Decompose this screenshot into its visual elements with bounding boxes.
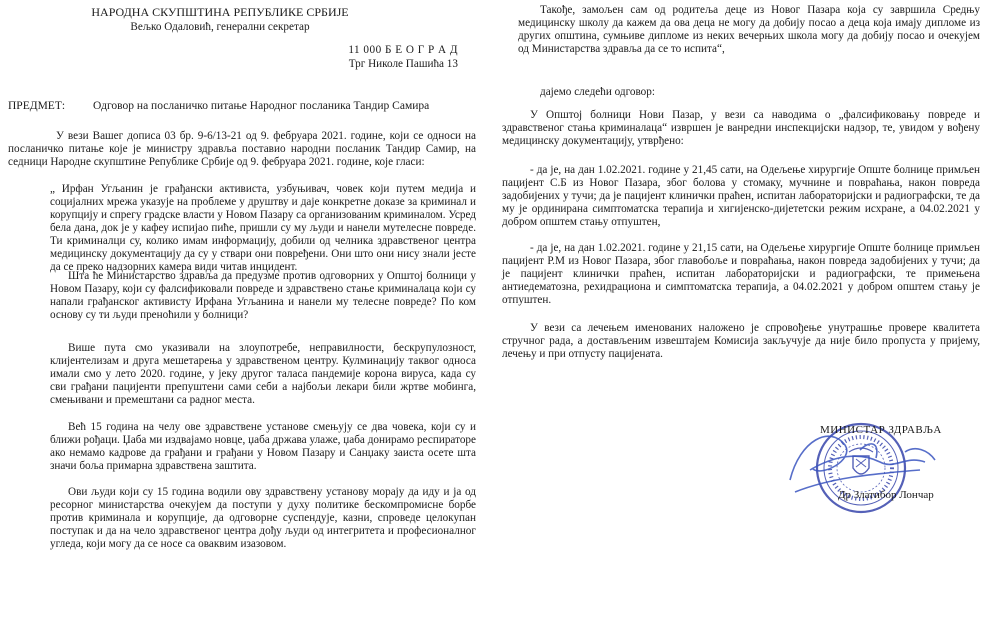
handwritten-signature-icon bbox=[790, 436, 935, 492]
quote-paragraph-6: Такође, замољен сам од родитеља деце из Новог Пазара која су завршила Средњу медицинску школу да кажем да ова деца не могу да добију посао а деца која имају дипломе из других општина, сумњиве дипломе из неких вечерњих школа могу да добију посао и очекујем од Министарства здравља да се то испита“, bbox=[518, 4, 980, 55]
signatory-name: Др Златибор Лончар bbox=[838, 489, 934, 501]
addressee-city: 11 000 Б Е О Г Р А Д bbox=[348, 44, 458, 56]
answer-paragraph-conclusion: У вези са лечењем именованих наложено је спровођење унутрашње провере квалитета стручног рада, а достављеним извештајем Комисија закључује да није било пропуста у пријему, лечењу и при отпусту пацијената. bbox=[502, 322, 980, 360]
quote-paragraph-5: Ови људи који су 15 година водили ову здравствену установу морају да иду и ја од ресорног министарства очекујем да поступи у духу политике бескомпромисне борбе против криминала и корупције, да одговорне суспендује, казни, спроведе целокупан поступак и да на чело здравственог центра дођу људи од интегритета и професионалног угледа, који могу да се носе са оваквим изазовом. bbox=[50, 486, 476, 550]
addressee-institution: НАРОДНА СКУПШТИНА РЕПУБЛИКЕ СРБИЈЕ bbox=[91, 5, 349, 19]
quote-paragraph-2: Шта ће Министарство здравља да предузме против одговорних у Општој болници у Новом Пазару, који су фалсификовали повреде и здравствено стање криминалаца који су напали грађанског активисту Ирфана Угљанина и нанели му телесне повреде? По ком основу су ти људи пренoћили у болници? bbox=[50, 270, 476, 321]
paragraph-intro: У вези Вашег дописа 03 бр. 9-6/13-21 од 9. фебруара 2021. године, који се односи на посланичко питање које је министру здравља поставио народни посланик Тандир Самир, на седници Народне скупштине Републике Србије од 9. фебруара 2021. године, које гласи: bbox=[8, 130, 476, 168]
subject-text: Одговор на посланичко питање Народног посланика Тандир Самира bbox=[93, 100, 430, 112]
quote-paragraph-4: Већ 15 година на челу ове здравствене установе смењују се два човека, који су и ближи рођаци. Џаба ми издвајамо новце, џаба држава улаже, џаба донирамо респираторе ако немамо кадрове да грађани и грађани у Новом Пазару и Санџаку заиста осете шта значи боља примарна здравствена заштита. bbox=[50, 421, 476, 472]
subject-label: ПРЕДМЕТ: bbox=[8, 100, 66, 112]
subject-line bbox=[8, 96, 478, 114]
quote-paragraph-1: „ Ирфан Угљанин је грађански активиста, узбуњивач, човек који путем медија и социјалних мрежа указује на проблеме у друштву и даје конкретне доказе за криминал и корупцију и спрегу градске власти у Новом Пазару са организованим криминалом. Усред бела дана, док је у кафеу испијао пиће, пришли су му људи и нанели мутелесне повреде. Ти криминалци су, колико имам информацију, добили од челника здравственог центра медицинску документацију да су у ствари они повређени. Они што они нису знали јесте да се преко надзорних камера види читав инцидент. bbox=[50, 183, 476, 273]
answer-intro: дајемо следећи одговор: bbox=[540, 86, 655, 98]
quote-paragraph-3: Више пута смо указивали на злоупотребе, неправилности, бескрупулозност, клијентелизам и друга мешетарења у здравственом центру. Кулминацију таквог односа имали смо у лето 2020. године, у јеку другог таласа пандемије корона вируса, када су сви грађани пацијенти препуштени сами себи а најбољи лекари били жртве мобинга, смењивани и премештани са радног места. bbox=[50, 342, 476, 406]
answer-paragraph-patient-rm: - да је, на дан 1.02.2021. године у 21,15 сати, на Одељење хирургије Опште болнице примљен пацијент Р.М из Новог Пазара, због главобоље и повраћања, након повреда задобијених у тучи; да је пацијент клинички праћен, испитан лабораторијски и радиографски, те примењена антиедематозна, рехидрациона и симптоматска терапија, а 04.02.2021 у добром општем стању је отпуштен. bbox=[502, 242, 980, 306]
addressee-recipient: Вељко Одаловић, генерални секретар bbox=[130, 21, 310, 33]
addressee-street: Трг Николе Пашића 13 bbox=[348, 58, 458, 70]
answer-paragraph-1: У Општој болници Нови Пазар, у вези са наводима о „фалсификовању повреде и здравственог стања криминалаца“ извршен је ванредни инспекцијски надзор, те, увидом у вођену медицинску документацију, утврђено: bbox=[502, 109, 980, 147]
signatory-title: МИНИСТАР ЗДРАВЉА bbox=[820, 424, 942, 436]
answer-paragraph-patient-sb: - да је, на дан 1.02.2021. године у 21,45 сати, на Одељење хирургије Опште болнице примљен пацијент С.Б из Новог Пазара, због болова у стомаку, мучнине и повраћања, након повреда задобијених у тучи; да је пацијент клинички праћен, испитан лабораторијски и радиографски, те да му је ординирана симптоматска терапија и хигијенско-дијететски режим исхране, а 04.02.2021 у добром општем стању отпуштен, bbox=[502, 164, 980, 228]
